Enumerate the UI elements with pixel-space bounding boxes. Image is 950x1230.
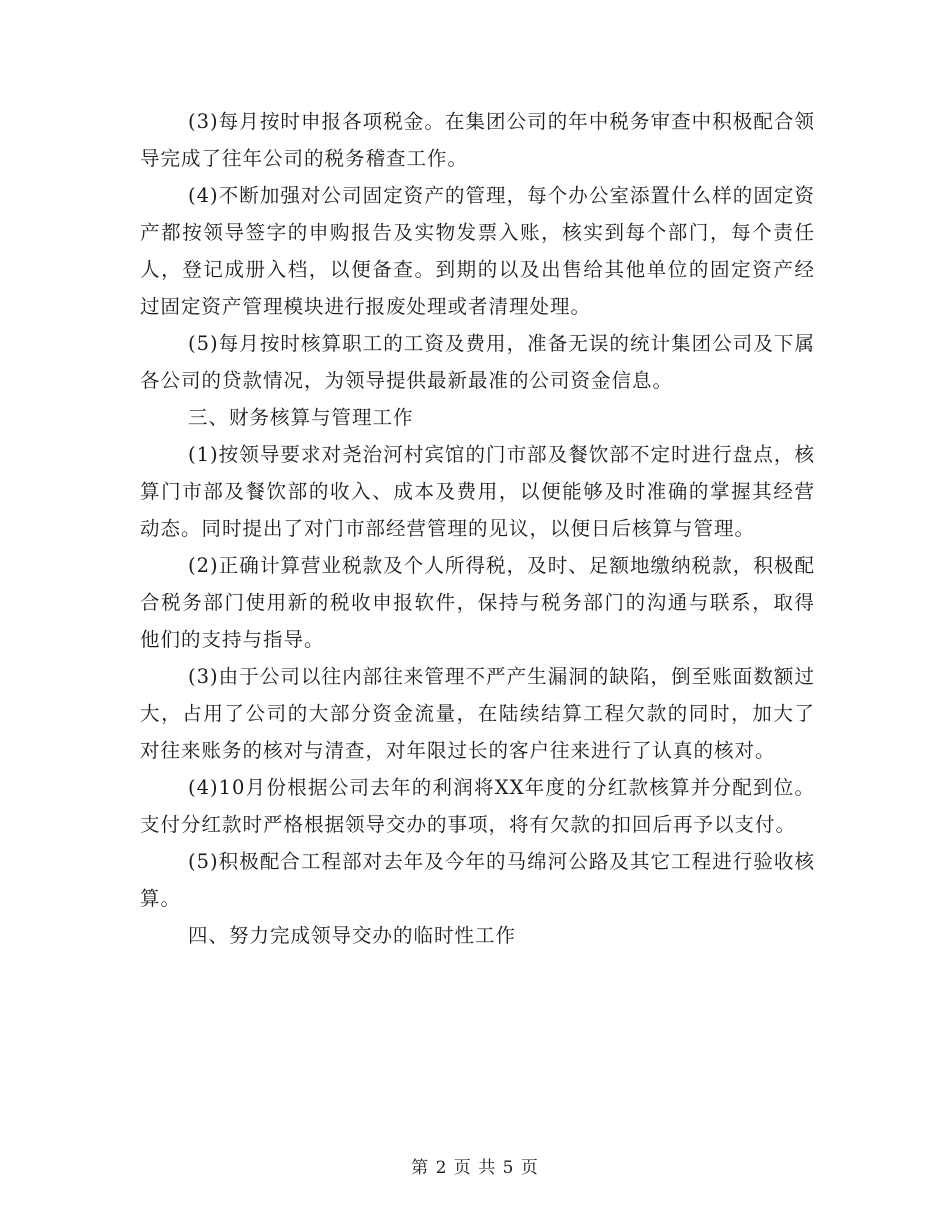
paragraph-3-tax-filing: (3)每月按时申报各项税金。在集团公司的年中税务审查中积极配合领导完成了往年公司的税务稽查工作。 <box>140 110 815 170</box>
paragraph-1-inventory: (1)按领导要求对尧治河村宾馆的门市部及餐饮部不定时进行盘点，核算门市部及餐饮部的收入、成本及费用，以便能够及时准确的掌握其经营动态。同时提出了对门市部经营管理的见议，以便日后核算与管理。 <box>140 443 815 540</box>
section-heading-3: 三、财务核算与管理工作 <box>188 406 414 429</box>
paragraph-5-engineering: (5)积极配合工程部对去年及今年的马绵河公路及其它工程进行验收核算。 <box>140 850 815 910</box>
paragraph-4-fixed-assets: (4)不断加强对公司固定资产的管理，每个办公室添置什么样的固定资产都按领导签字的申购报告及实物发票入账，核实到每个部门，每个责任人，登记成册入档，以便备查。到期的以及出售给其他单位的固定资产经过固定资产管理模块进行报废处理或者清理处理。 <box>140 184 815 318</box>
section-heading-4: 四、努力完成领导交办的临时性工作 <box>188 924 517 947</box>
page-number: 第 2 页 共 5 页 <box>411 1158 539 1178</box>
paragraph-4-dividends: (4)10月份根据公司去年的利润将XX年度的分红款核算并分配到位。支付分红款时严格根据领导交办的事项，将有欠款的扣回后再予以支付。 <box>140 776 815 836</box>
paragraph-2-taxes: (2)正确计算营业税款及个人所得税，及时、足额地缴纳税款，积极配合税务部门使用新的税收申报软件，保持与税务部门的沟通与联系，取得他们的支持与指导。 <box>140 554 815 651</box>
document-body <box>140 103 815 954</box>
paragraph-3-accounts: (3)由于公司以往内部往来管理不严产生漏洞的缺陷，倒至账面数额过大，占用了公司的大部分资金流量，在陆续结算工程欠款的同时，加大了对往来账务的核对与清查，对年限过长的客户往来进行了认真的核对。 <box>140 665 815 762</box>
paragraph-5-payroll: (5)每月按时核算职工的工资及费用，准备无误的统计集团公司及下属各公司的贷款情况，为领导提供最新最准的公司资金信息。 <box>140 332 815 392</box>
